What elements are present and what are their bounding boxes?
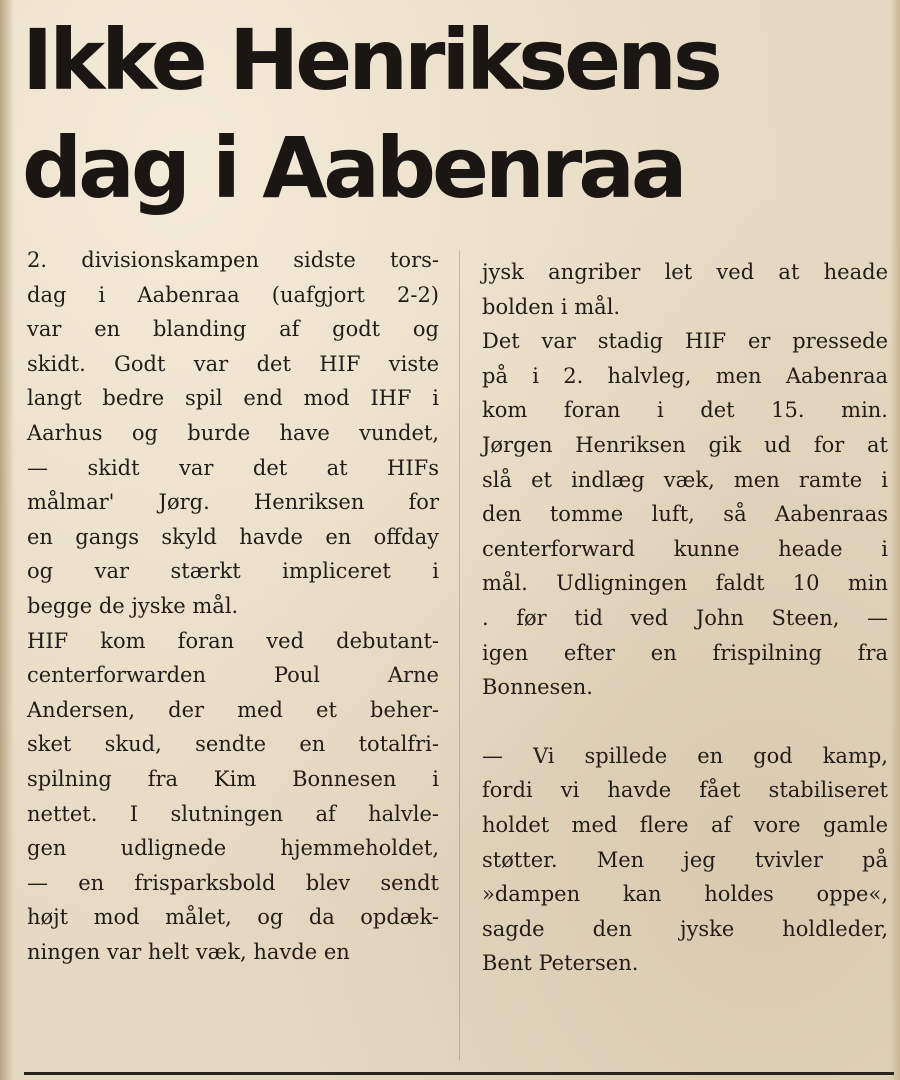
text-line: — skidt var det at HIFs: [27, 455, 439, 480]
text-line: Bent Petersen.: [482, 951, 639, 976]
bottom-rule: [24, 1072, 894, 1075]
text-line: den tomme luft, så Aabenraas: [482, 502, 888, 527]
text-line: centerforward kunne heade i: [482, 536, 888, 561]
text-line: skidt. Godt var det HIF viste: [27, 351, 439, 376]
paragraph-gap: [482, 705, 888, 739]
text-line: Aarhus og burde have vundet,: [27, 420, 439, 445]
text-line: gen udlignede hjemmeholdet,: [27, 836, 439, 861]
text-line: kom foran i det 15. min.: [482, 398, 888, 423]
text-line: højt mod målet, og da opdæk-: [27, 905, 439, 930]
text-line: var en blanding af godt og: [27, 317, 439, 342]
text-line: målmar' Jørg. Henriksen for: [27, 490, 439, 515]
text-line: sket skud, sendte en totalfri-: [27, 732, 439, 757]
headline-line-1: Ikke Henriksens: [22, 11, 719, 109]
article-column-left: [27, 243, 439, 969]
headline: [22, 6, 892, 222]
headline-line-2: dag i Aabenraa: [22, 119, 684, 217]
text-line: . før tid ved John Steen, —: [482, 605, 888, 630]
text-line: igen efter en frispilning fra: [482, 640, 888, 665]
text-line: holdet med flere af vore gamle: [482, 812, 888, 837]
text-line: Jørgen Henriksen gik ud for at: [482, 432, 888, 457]
text-line: langt bedre spil end mod IHF i: [27, 386, 439, 411]
text-line: støtter. Men jeg tvivler på: [482, 847, 888, 872]
text-line: og var stærkt impliceret i: [27, 559, 439, 584]
text-line: centerforwarden Poul Arne: [27, 663, 439, 688]
text-line: ningen var helt væk, havde en: [27, 939, 350, 964]
text-line: spilning fra Kim Bonnesen i: [27, 766, 439, 791]
text-line: mål. Udligningen faldt 10 min: [482, 571, 888, 596]
text-line: »dampen kan holdes oppe«,: [482, 882, 888, 907]
text-line: nettet. I slutningen af halvle-: [27, 801, 439, 826]
text-line: en gangs skyld havde en offday: [27, 524, 439, 549]
text-line: sagde den jyske holdleder,: [482, 916, 888, 941]
text-line: fordi vi havde fået stabiliseret: [482, 778, 888, 803]
text-line: — en frisparksbold blev sendt: [27, 870, 439, 895]
column-gutter: [459, 250, 460, 1060]
text-line: HIF kom foran ved debutant-: [27, 628, 439, 653]
text-line: dag i Aabenraa (uafgjort 2-2): [27, 282, 439, 307]
article-column-right: [482, 255, 888, 981]
text-line: Andersen, der med et beher-: [27, 697, 439, 722]
text-line: jysk angriber let ved at heade: [482, 260, 888, 284]
text-line: — Vi spillede en god kamp,: [482, 743, 888, 768]
text-line: Det var stadig HIF er pressede: [482, 329, 888, 354]
text-line: på i 2. halvleg, men Aabenraa: [482, 363, 888, 388]
text-line: bolden i mål.: [482, 294, 621, 319]
text-line: 2. divisionskampen sidste tors-: [27, 248, 439, 272]
text-line: begge de jyske mål.: [27, 593, 239, 618]
paper-edge-left: [0, 0, 14, 1080]
text-line: Bonnesen.: [482, 675, 593, 700]
text-line: slå et indlæg væk, men ramte i: [482, 467, 888, 492]
